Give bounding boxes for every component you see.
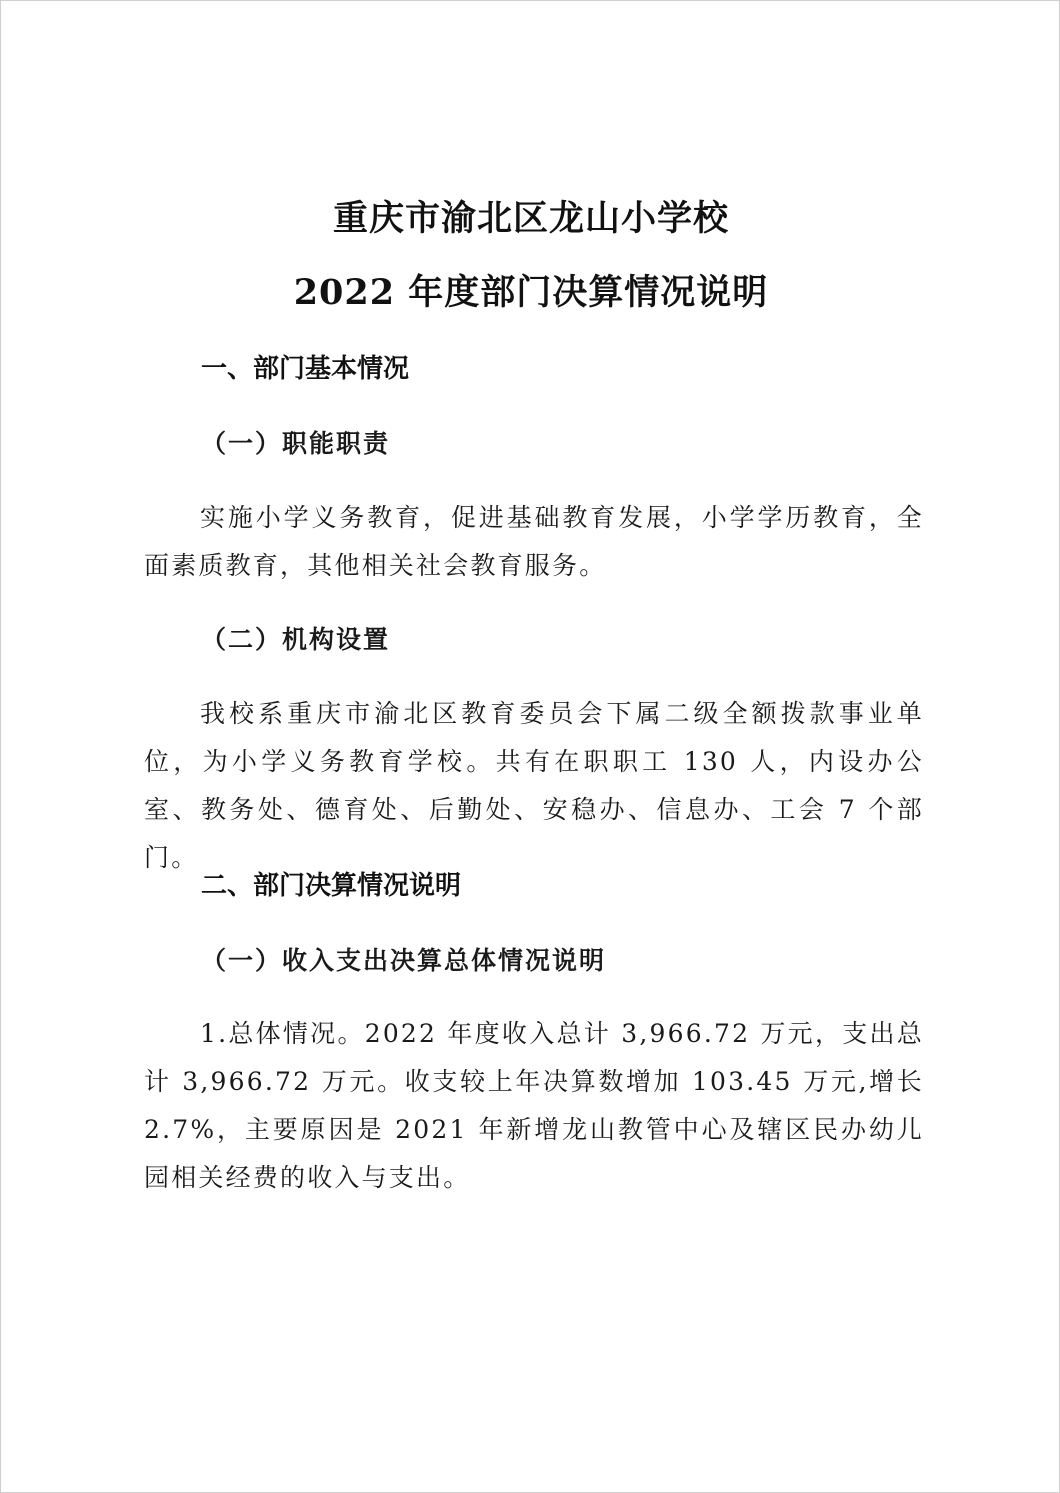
section2-heading: 二、部门决算情况说明: [201, 871, 462, 901]
section2-sub1-heading: （一）收入支出决算总体情况说明: [201, 946, 607, 975]
section2-sub1-paragraph: 1.总体情况。2022 年度收入总计 3,966.72 万元，支出总计 3,966.72 万元。收支较上年决算数增加 103.45 万元,增长 2.7%，主要原因是 2021 年新增龙山教管中心及辖区民办幼儿园相关经费的收入与支出。: [144, 1019, 924, 1192]
document-title-line1: 重庆市渝北区龙山小学校: [332, 198, 729, 239]
section1-sub2-heading: （二）机构设置: [201, 625, 391, 654]
section1-sub2-paragraph: 我校系重庆市渝北区教育委员会下属二级全额拨款事业单位，为小学义务教育学校。共有在职职工 130 人，内设办公室、教务处、德育处、后勤处、安稳办、信息办、工会 7 个部门。: [144, 699, 924, 872]
section1-sub1-heading: （一）职能职责: [201, 429, 391, 458]
document-title-line2: 2022 年度部门决算情况说明: [293, 272, 769, 313]
section1-heading: 一、部门基本情况: [201, 354, 410, 384]
section1-sub1-paragraph: 实施小学义务教育，促进基础教育发展，小学学历教育，全面素质教育，其他相关社会教育服务。: [144, 503, 924, 580]
